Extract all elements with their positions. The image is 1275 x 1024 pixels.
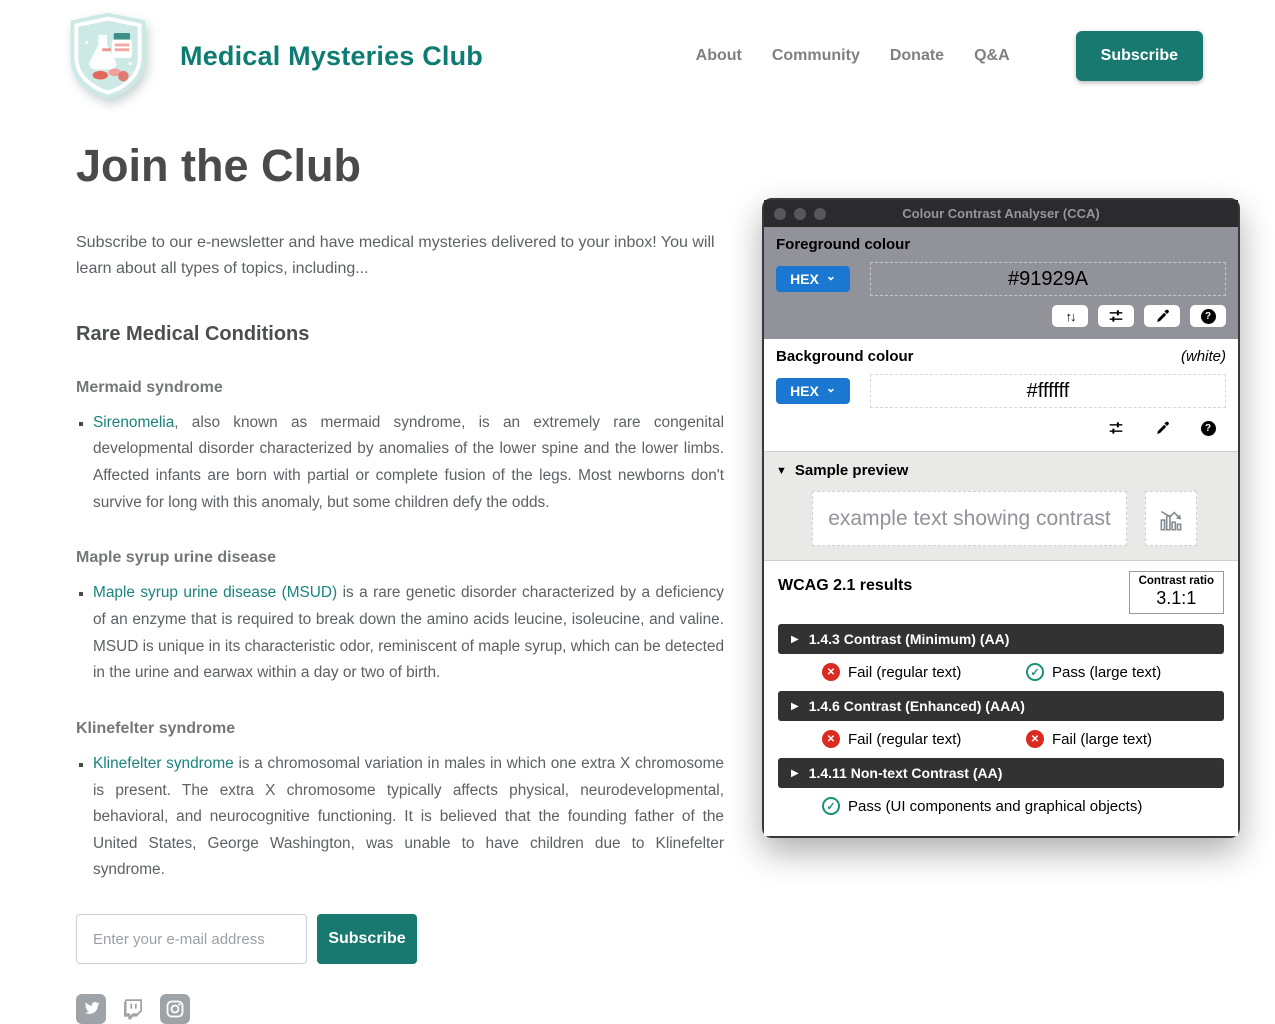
close-window-icon[interactable] xyxy=(774,208,786,220)
condition-heading-msud: Maple syrup urine disease xyxy=(76,549,277,567)
eyedropper-icon xyxy=(1154,420,1171,437)
condition-item xyxy=(93,751,724,884)
sample-preview-toggle[interactable] xyxy=(776,462,1226,479)
background-hex-input[interactable] xyxy=(870,374,1226,408)
fail-icon: ✕ xyxy=(822,663,840,681)
condition-list xyxy=(76,751,724,884)
result-fail-regular xyxy=(822,663,1026,681)
result-label: Fail (regular text) xyxy=(848,730,962,748)
site-title: Medical Mysteries Club xyxy=(180,40,483,71)
contrast-ratio-label: Contrast ratio xyxy=(1138,575,1214,587)
chart-trend-icon xyxy=(1156,504,1186,534)
format-value: HEX xyxy=(790,383,819,399)
background-help-button[interactable] xyxy=(1190,417,1226,439)
swap-icon: ↑↓ xyxy=(1065,308,1075,324)
help-icon: ? xyxy=(1201,309,1216,324)
nav-item-qa[interactable]: Q&A xyxy=(974,47,1010,64)
wcag-1411-results xyxy=(822,797,1224,815)
nav-item-community[interactable]: Community xyxy=(771,47,860,64)
expand-triangle-icon: ▶ xyxy=(791,767,799,779)
sliders-icon xyxy=(1107,307,1125,325)
site-logo[interactable] xyxy=(60,8,156,104)
cca-titlebar[interactable] xyxy=(764,200,1238,227)
nav-item-about[interactable]: About xyxy=(695,47,742,64)
cca-window xyxy=(762,198,1240,838)
condition-heading-mermaid: Mermaid syndrome xyxy=(76,378,223,396)
format-value: HEX xyxy=(790,271,819,287)
wcag-section-title: 1.4.11 Non-text Contrast (AA) xyxy=(808,765,1003,781)
wcag-146-results xyxy=(822,730,1224,748)
foreground-hex-input[interactable] xyxy=(870,262,1226,296)
fail-icon: ✕ xyxy=(822,730,840,748)
wcag-143-results xyxy=(822,663,1224,681)
foreground-eyedropper-button[interactable] xyxy=(1144,305,1180,327)
condition-text: is a rare genetic disorder characterized by a deficiency of an enzyme that is required to break down the amino acids leucine, isoleucine, and valine. MSUD is unique in its characteristic odor, reminiscent of maple syrup, which can be detected in the urine and earwax within a day or two of birth. xyxy=(93,584,724,682)
wcag-section-title: 1.4.6 Contrast (Enhanced) (AAA) xyxy=(808,698,1025,714)
traffic-lights xyxy=(774,208,854,220)
sample-text-box: example text showing contrast xyxy=(812,491,1127,546)
wcag-section-146[interactable] xyxy=(778,691,1224,721)
pass-icon: ✓ xyxy=(1026,663,1044,681)
page-title: Join the Club xyxy=(76,140,361,191)
twitch-icon[interactable] xyxy=(118,994,148,1024)
result-label: Pass (UI components and graphical objects) xyxy=(848,797,1143,815)
sample-preview-row xyxy=(812,491,1226,546)
expand-triangle-icon: ▶ xyxy=(791,700,799,712)
chevron-down-icon: ⌄ xyxy=(825,381,836,395)
condition-link-klinefelter[interactable]: Klinefelter syndrome xyxy=(93,754,234,772)
condition-heading-klinefelter: Klinefelter syndrome xyxy=(76,719,236,737)
condition-item xyxy=(93,580,724,687)
contrast-ratio-value: 3.1:1 xyxy=(1156,588,1197,608)
help-icon: ? xyxy=(1201,421,1216,436)
background-label-row xyxy=(776,348,1226,365)
contrast-ratio-box xyxy=(1129,571,1224,614)
eyedropper-icon xyxy=(1154,308,1171,325)
foreground-tools xyxy=(776,305,1226,327)
background-colour-row xyxy=(776,374,1226,408)
result-fail-regular xyxy=(822,730,1026,748)
background-tools xyxy=(776,417,1226,439)
sliders-icon xyxy=(1107,419,1125,437)
condition-list xyxy=(76,580,724,687)
result-fail-large xyxy=(1026,730,1152,748)
expand-triangle-icon: ▶ xyxy=(791,633,799,645)
foreground-label: Foreground colour xyxy=(776,236,911,253)
background-label: Background colour xyxy=(776,348,914,365)
foreground-sliders-button[interactable] xyxy=(1098,305,1134,327)
pass-icon: ✓ xyxy=(822,797,840,815)
email-input[interactable] xyxy=(76,914,307,964)
foreground-colour-panel xyxy=(764,227,1238,339)
sample-preview-label: Sample preview xyxy=(794,462,909,479)
section-title: Rare Medical Conditions xyxy=(76,322,310,345)
social-links xyxy=(76,994,724,1024)
wcag-section-143[interactable] xyxy=(778,624,1224,654)
minimize-window-icon[interactable] xyxy=(794,208,806,220)
results-header xyxy=(778,571,1224,614)
background-sliders-button[interactable] xyxy=(1098,417,1134,439)
result-pass-ui xyxy=(822,797,1142,815)
wcag-section-1411[interactable] xyxy=(778,758,1224,788)
chevron-down-icon: ⌄ xyxy=(825,269,836,283)
result-pass-large xyxy=(1026,663,1161,681)
foreground-format-select[interactable] xyxy=(776,266,850,292)
wcag-section-title: 1.4.3 Contrast (Minimum) (AA) xyxy=(808,631,1010,647)
fail-icon: ✕ xyxy=(1026,730,1044,748)
result-label: Fail (regular text) xyxy=(848,663,962,681)
result-label: Fail (large text) xyxy=(1052,730,1153,748)
foreground-help-button[interactable] xyxy=(1190,305,1226,327)
swap-colours-button[interactable] xyxy=(1052,305,1088,327)
condition-text: , also known as mermaid syndrome, is an extremely rare congenital developmental disorder characterized by anomalies of the lower spine and the lower limbs. Affected infants are born with partial or complete fusion of the legs. Most newborns don't survive for long with this anomaly, but some children defy the odds. xyxy=(93,413,724,511)
newsletter-signup xyxy=(76,914,724,964)
background-colour-name: (white) xyxy=(1180,348,1226,365)
instagram-icon[interactable] xyxy=(160,994,190,1024)
condition-item xyxy=(93,410,724,517)
main-content xyxy=(76,140,724,1024)
result-label: Pass (large text) xyxy=(1052,663,1162,681)
background-eyedropper-button[interactable] xyxy=(1144,417,1180,439)
sample-chart-button[interactable] xyxy=(1145,491,1197,546)
condition-link-msud[interactable]: Maple syrup urine disease (MSUD) xyxy=(93,584,338,602)
shield-logo-icon xyxy=(60,8,156,104)
window-title: Colour Contrast Analyser (CCA) xyxy=(902,206,1100,221)
background-format-select[interactable] xyxy=(776,378,850,404)
zoom-window-icon[interactable] xyxy=(814,208,826,220)
wcag-results-panel xyxy=(764,560,1238,836)
twitter-icon[interactable] xyxy=(76,994,106,1024)
background-colour-panel xyxy=(764,339,1238,451)
sample-preview-panel xyxy=(764,451,1238,560)
condition-link-sirenomelia[interactable]: Sirenomelia xyxy=(93,413,175,431)
intro-paragraph: Subscribe to our e-newsletter and have medical mysteries delivered to your inbox! You will learn about all types of topics, including... xyxy=(76,234,715,278)
main-nav xyxy=(696,31,1203,81)
condition-text: is a chromosomal variation in males in which one extra X chromosome is present. The extra X chromosome typically affects physical, neurodevelopmental, behavioral, and neurocognitive functioning. It is believed that the founding father of the United States, George Washington, was unable to have children due to Klinefelter syndrome. xyxy=(93,754,724,879)
foreground-colour-row xyxy=(776,262,1226,296)
wcag-results-label: WCAG 2.1 results xyxy=(778,577,913,594)
header-subscribe-button[interactable]: Subscribe xyxy=(1076,31,1203,81)
site-header xyxy=(0,0,1275,104)
condition-list xyxy=(76,410,724,517)
newsletter-subscribe-button[interactable]: Subscribe xyxy=(317,914,417,964)
nav-item-donate[interactable]: Donate xyxy=(889,47,945,64)
collapse-triangle-icon: ▼ xyxy=(776,464,787,477)
